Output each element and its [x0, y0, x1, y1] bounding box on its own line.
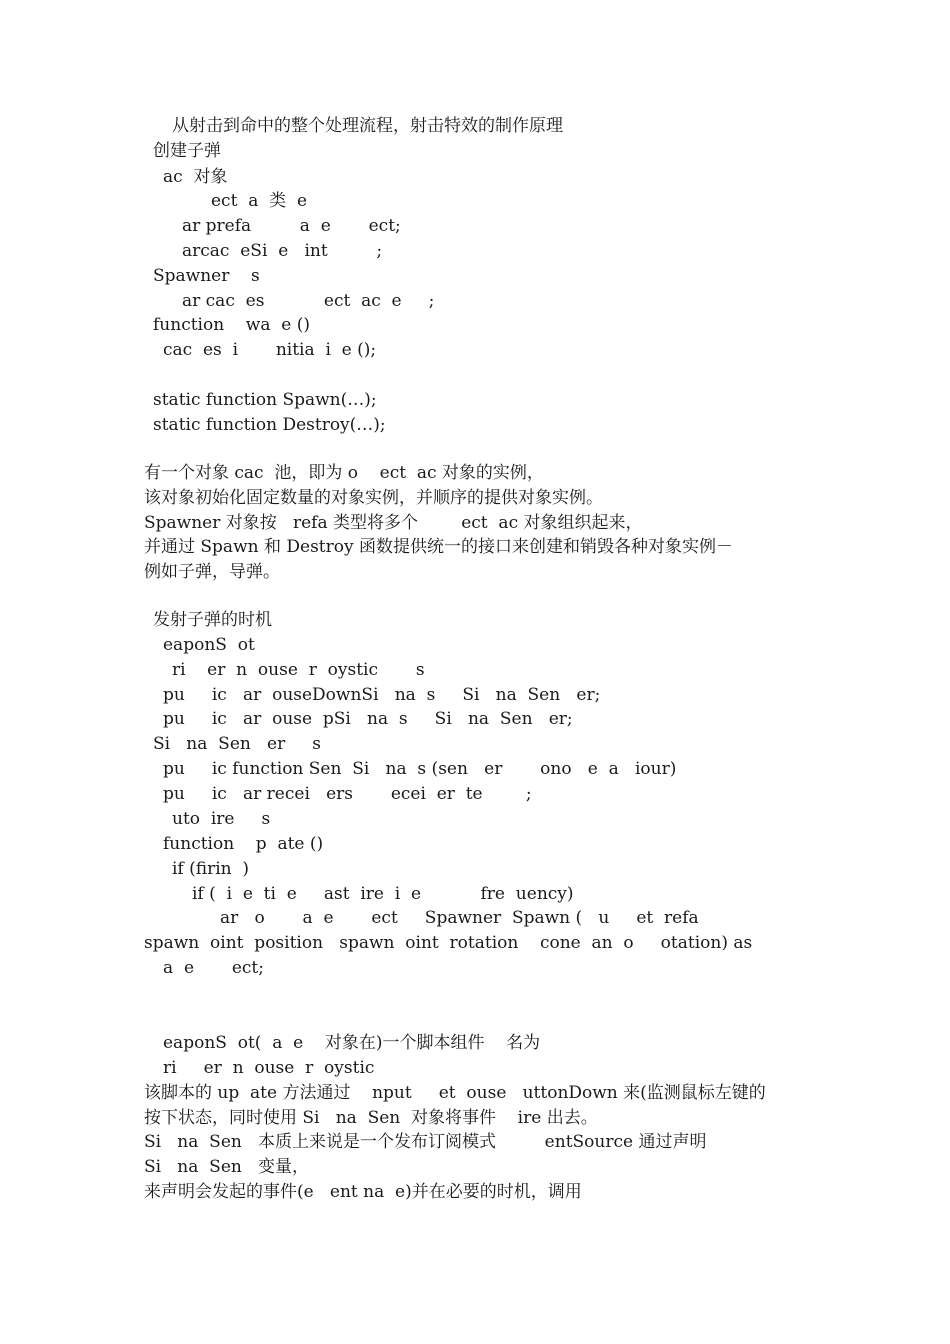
code-line: a e ect;	[163, 958, 264, 978]
paragraph-line: Si na Sen 本质上来说是一个发布订阅模式 entSource 通过声明	[144, 1132, 707, 1152]
code-line: uto ire s	[172, 809, 271, 829]
paragraph-line: 该脚本的 up ate 方法通过 nput et ouse uttonDown 来(监测鼠标左键的	[144, 1083, 766, 1103]
paragraph-line: Si na Sen 变量，	[144, 1157, 310, 1177]
paragraph-line: Spawner 对象按 refa 类型将多个 ect ac 对象组织起来，	[144, 513, 643, 533]
code-line: if (firin )	[172, 859, 250, 879]
code-line: arcac eSi e int ;	[182, 241, 383, 261]
paragraph-line: 例如子弹，导弹。	[144, 562, 280, 582]
code-line: cac es i nitia i e ();	[163, 340, 377, 360]
code-line: ect a 类 e	[211, 191, 308, 211]
paragraph-line: 有一个对象 cac 池，即为 o ect ac 对象的实例，	[144, 463, 544, 483]
paragraph-line: 并通过 Spawn 和 Destroy 函数提供统一的接口来创建和销毁各种对象实例－	[144, 537, 733, 557]
paragraph-line: 来声明会发起的事件(e ent na e)并在必要的时机，调用	[144, 1182, 582, 1202]
code-line: Spawner s	[153, 266, 260, 286]
code-line: function p ate ()	[163, 834, 324, 854]
code-line: pu ic ar recei ers ecei er te ;	[163, 784, 532, 804]
code-line: Si na Sen er s	[153, 734, 321, 754]
code-line: pu ic ar ouseDownSi na s Si na Sen er;	[163, 685, 601, 705]
code-line: if ( i e ti e ast ire i e fre uency)	[192, 884, 574, 904]
code-line: pu ic ar ouse pSi na s Si na Sen er;	[163, 709, 573, 729]
code-line: ar cac es ect ac e ;	[182, 291, 435, 311]
heading-title: 从射击到命中的整个处理流程，射击特效的制作原理	[172, 116, 563, 136]
paragraph-line: 该对象初始化固定数量的对象实例，并顺序的提供对象实例。	[144, 488, 603, 508]
code-line: spawn oint position spawn oint rotation cone an o otation) as	[144, 933, 753, 953]
code-line: static function Destroy(…);	[153, 415, 386, 435]
paragraph-line: eaponS ot( a e 对象在)一个脚本组件 名为	[163, 1033, 541, 1053]
code-line: ar o a e ect Spawner Spawn ( u et refa	[220, 908, 699, 928]
code-line: ar prefa a e ect;	[182, 216, 401, 236]
section-create-bullet: 创建子弹	[153, 141, 221, 161]
paragraph-line: ri er n ouse r oystic	[163, 1058, 375, 1078]
code-line: ri er n ouse r oystic s	[172, 660, 425, 680]
paragraph-line: 按下状态，同时使用 Si na Sen 对象将事件 ire 出去。	[144, 1108, 598, 1128]
code-line: ac 对象	[163, 167, 228, 187]
code-line: function wa e ()	[153, 315, 311, 335]
code-line: static function Spawn(…);	[153, 390, 377, 410]
section-fire-timing: 发射子弹的时机	[153, 610, 272, 630]
code-line: eaponS ot	[163, 635, 255, 655]
code-line: pu ic function Sen Si na s (sen er ono e a iour)	[163, 759, 677, 779]
